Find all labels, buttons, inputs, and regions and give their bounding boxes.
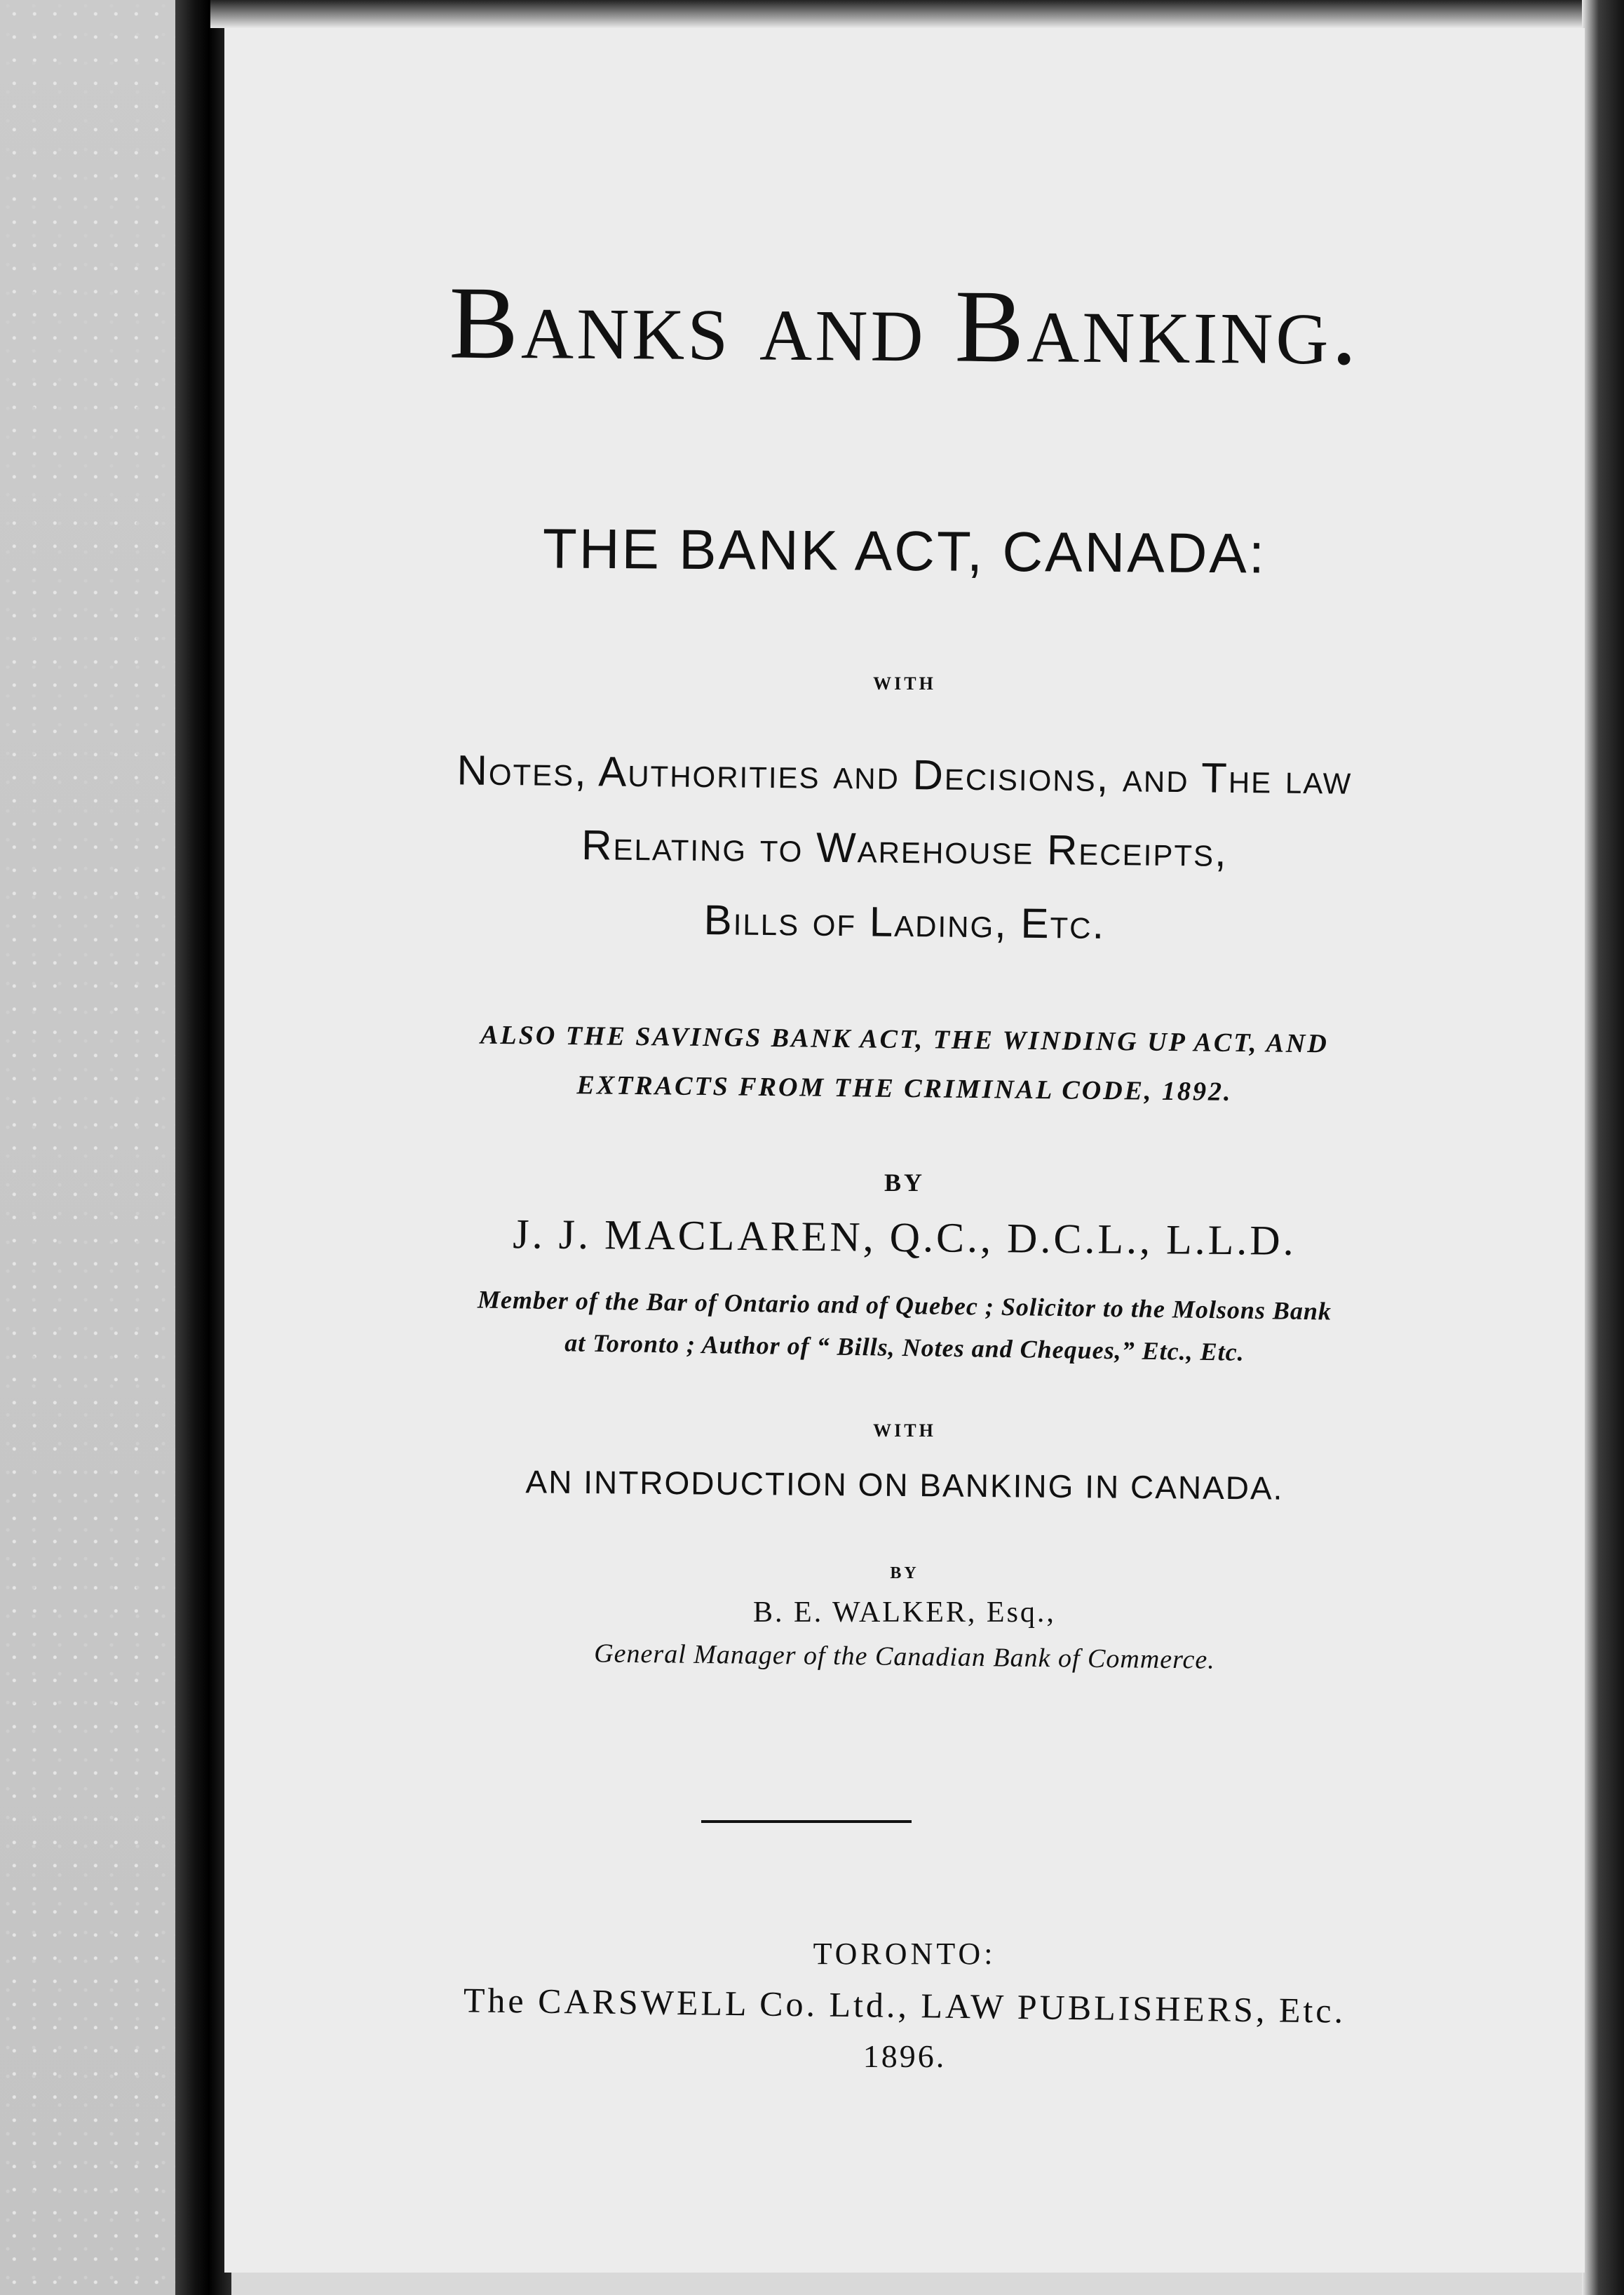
imprint-publisher: The CARSWELL Co. Ltd., LAW PUBLISHERS, Etc. bbox=[463, 1980, 1346, 2031]
by-label-1: BY bbox=[884, 1169, 925, 1197]
title-page bbox=[224, 28, 1585, 2273]
notes-line-1: Notes, Authorities and Decisions, and The law bbox=[456, 746, 1353, 803]
author-credentials-line-1: Member of the Bar of Ontario and of Quebec ; Solicitor to the Molsons Bank bbox=[477, 1285, 1332, 1326]
page-right-edge bbox=[1582, 0, 1624, 2295]
book-title: Banks and Banking. bbox=[448, 265, 1361, 387]
introduction-author-title: General Manager of the Canadian Bank of Commerce. bbox=[594, 1638, 1215, 1675]
notes-line-2: Relating to Warehouse Receipts, bbox=[581, 821, 1229, 875]
notes-line-3: Bills of Lading, Etc. bbox=[703, 896, 1106, 948]
introduction-line: AN INTRODUCTION ON BANKING IN CANADA. bbox=[525, 1463, 1284, 1507]
book-subtitle: THE BANK ACT, CANADA: bbox=[542, 517, 1267, 585]
with-label-2: WITH bbox=[873, 1420, 936, 1441]
author-name: J. J. MACLAREN, Q.C., D.C.L., L.L.D. bbox=[513, 1211, 1297, 1264]
introduction-author: B. E. WALKER, Esq., bbox=[753, 1596, 1056, 1629]
with-label-1: WITH bbox=[873, 673, 936, 694]
imprint-city: TORONTO: bbox=[813, 1937, 996, 1971]
imprint-year: 1896. bbox=[862, 2038, 947, 2074]
also-line-2: EXTRACTS FROM THE CRIMINAL CODE, 1892. bbox=[576, 1070, 1233, 1107]
by-label-2: BY bbox=[890, 1564, 919, 1582]
page-top-edge bbox=[210, 0, 1582, 28]
book-gutter bbox=[175, 0, 231, 2295]
divider-rule bbox=[701, 1820, 912, 1823]
author-credentials-line-2: at Toronto ; Author of “ Bills, Notes and Cheques,” Etc., Etc. bbox=[564, 1328, 1245, 1366]
also-line-1: ALSO THE SAVINGS BANK ACT, THE WINDING UP ACT, AND bbox=[480, 1020, 1329, 1059]
